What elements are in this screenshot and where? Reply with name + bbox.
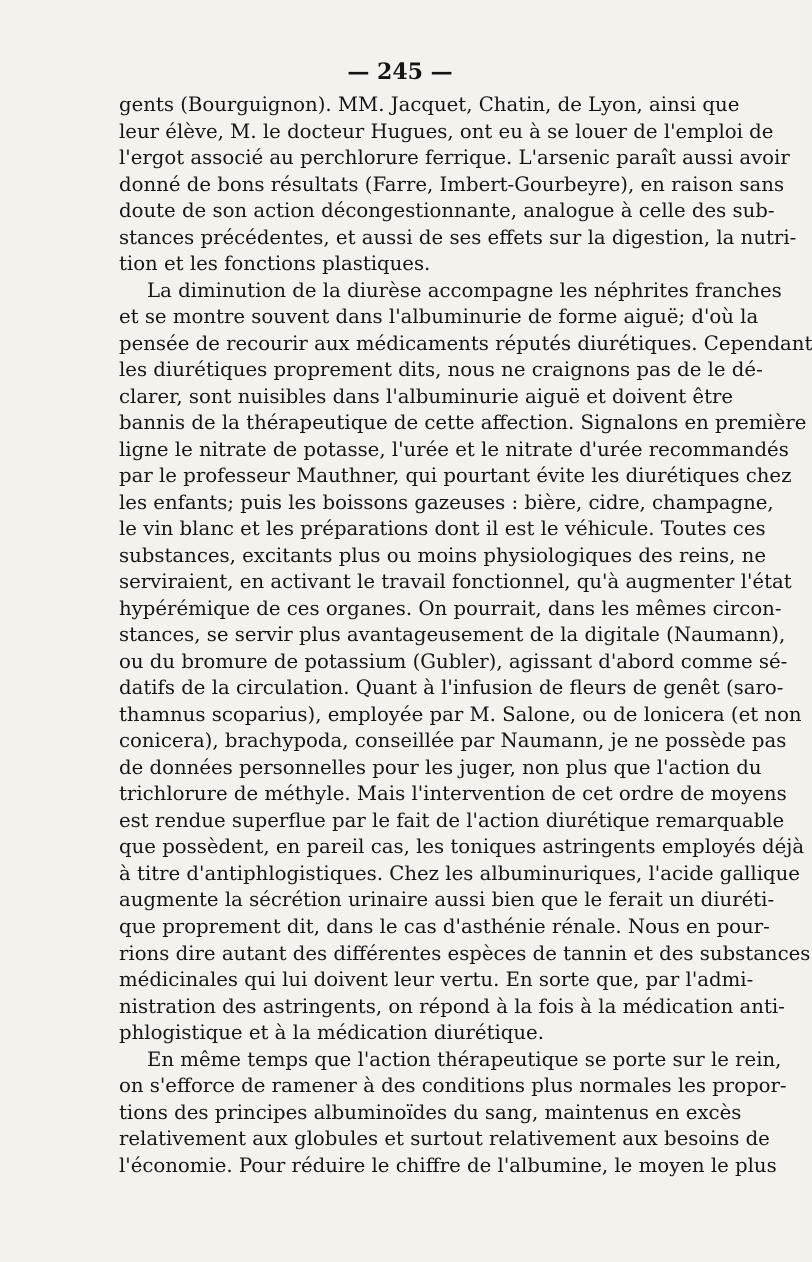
text-line: nistration des astringents, on répond à la fois à la médication anti- [119,994,785,1018]
paragraph-end-line: phlogistique et à la médication diurétique. [119,1021,544,1045]
text-line: clarer, sont nuisibles dans l'albuminurie aiguë et doivent être [119,384,734,408]
text-line: médicinales qui lui doivent leur vertu. En sorte que, par l'admi- [119,968,754,992]
paragraph-end-line: tion et les fonctions plastiques. [119,252,431,276]
text-line: leur élève, M. le docteur Hugues, ont eu à se louer de l'emploi de [119,119,774,143]
text-line: thamnus scoparius), employée par M. Salone, ou de lonicera (et non [119,702,802,726]
text-line: bannis de la thérapeutique de cette affection. Signalons en première [119,411,807,435]
text-line: pensée de recourir aux médicaments réputés diurétiques. Cependant [119,331,812,355]
text-line: on s'efforce de ramener à des conditions plus normales les propor- [119,1074,787,1098]
text-line: l'ergot associé au perchlorure ferrique. L'arsenic paraît aussi avoir [119,146,790,170]
paragraph-start-line: En même temps que l'action thérapeutique se porte sur le rein, [147,1047,782,1071]
text-line: tions des principes albuminoïdes du sang, maintenus en excès [119,1100,742,1124]
text-line: doute de son action décongestionnante, analogue à celle des sub- [119,199,775,223]
text-line: conicera), brachypoda, conseillée par Naumann, je ne possède pas [119,729,787,753]
text-line: augmente la sécrétion urinaire aussi bien que le ferait un diuréti- [119,888,775,912]
text-line: substances, excitants plus ou moins physiologiques des reins, ne [119,543,766,567]
text-line: et se montre souvent dans l'albuminurie de forme aiguë; d'où la [119,305,759,329]
text-line: stances précédentes, et aussi de ses effets sur la digestion, la nutri- [119,225,797,249]
text-line: ligne le nitrate de potasse, l'urée et le nitrate d'urée recommandés [119,437,789,461]
text-line: de données personnelles pour les juger, non plus que l'action du [119,755,762,779]
text-line: l'économie. Pour réduire le chiffre de l'albumine, le moyen le plus [119,1153,777,1177]
text-line: que proprement dit, dans le cas d'asthénie rénale. Nous en pour- [119,914,770,938]
paragraph-start-line: La diminution de la diurèse accompagne les néphrites franches [147,278,782,302]
text-line: trichlorure de méthyle. Mais l'intervention de cet ordre de moyens [119,782,787,806]
body-text [119,92,812,1179]
page-number: — 245 — [347,59,453,85]
text-line: relativement aux globules et surtout relativement aux besoins de [119,1127,770,1151]
text-line: les diurétiques proprement dits, nous ne craignons pas de le dé- [119,358,763,382]
text-line: hypérémique de ces organes. On pourrait, dans les mêmes circon- [119,596,782,620]
text-line: les enfants; puis les boissons gazeuses : bière, cidre, champagne, [119,490,774,514]
text-line: par le professeur Mauthner, qui pourtant évite les diurétiques chez [119,464,792,488]
text-line: gents (Bourguignon). MM. Jacquet, Chatin, de Lyon, ainsi que [119,93,740,116]
text-line: serviraient, en activant le travail fonctionnel, qu'à augmenter l'état [119,570,792,594]
text-line: donné de bons résultats (Farre, Imbert-Gourbeyre), en raison sans [119,172,785,196]
text-line: stances, se servir plus avantageusement de la digitale (Naumann), [119,623,786,647]
text-line: rions dire autant des différentes espèces de tannin et des substances [119,941,811,965]
text-line: que possèdent, en pareil cas, les toniques astringents employés déjà [119,835,805,859]
text-line: ou du bromure de potassium (Gubler), agissant d'abord comme sé- [119,649,788,673]
text-line: datifs de la circulation. Quant à l'infusion de fleurs de genêt (saro- [119,676,784,700]
text-line: à titre d'antiphlogistiques. Chez les albuminuriques, l'acide gallique [119,861,800,885]
text-line: le vin blanc et les préparations dont il est le véhicule. Toutes ces [119,517,766,541]
text-line: est rendue superflue par le fait de l'action diurétique remarquable [119,808,785,832]
